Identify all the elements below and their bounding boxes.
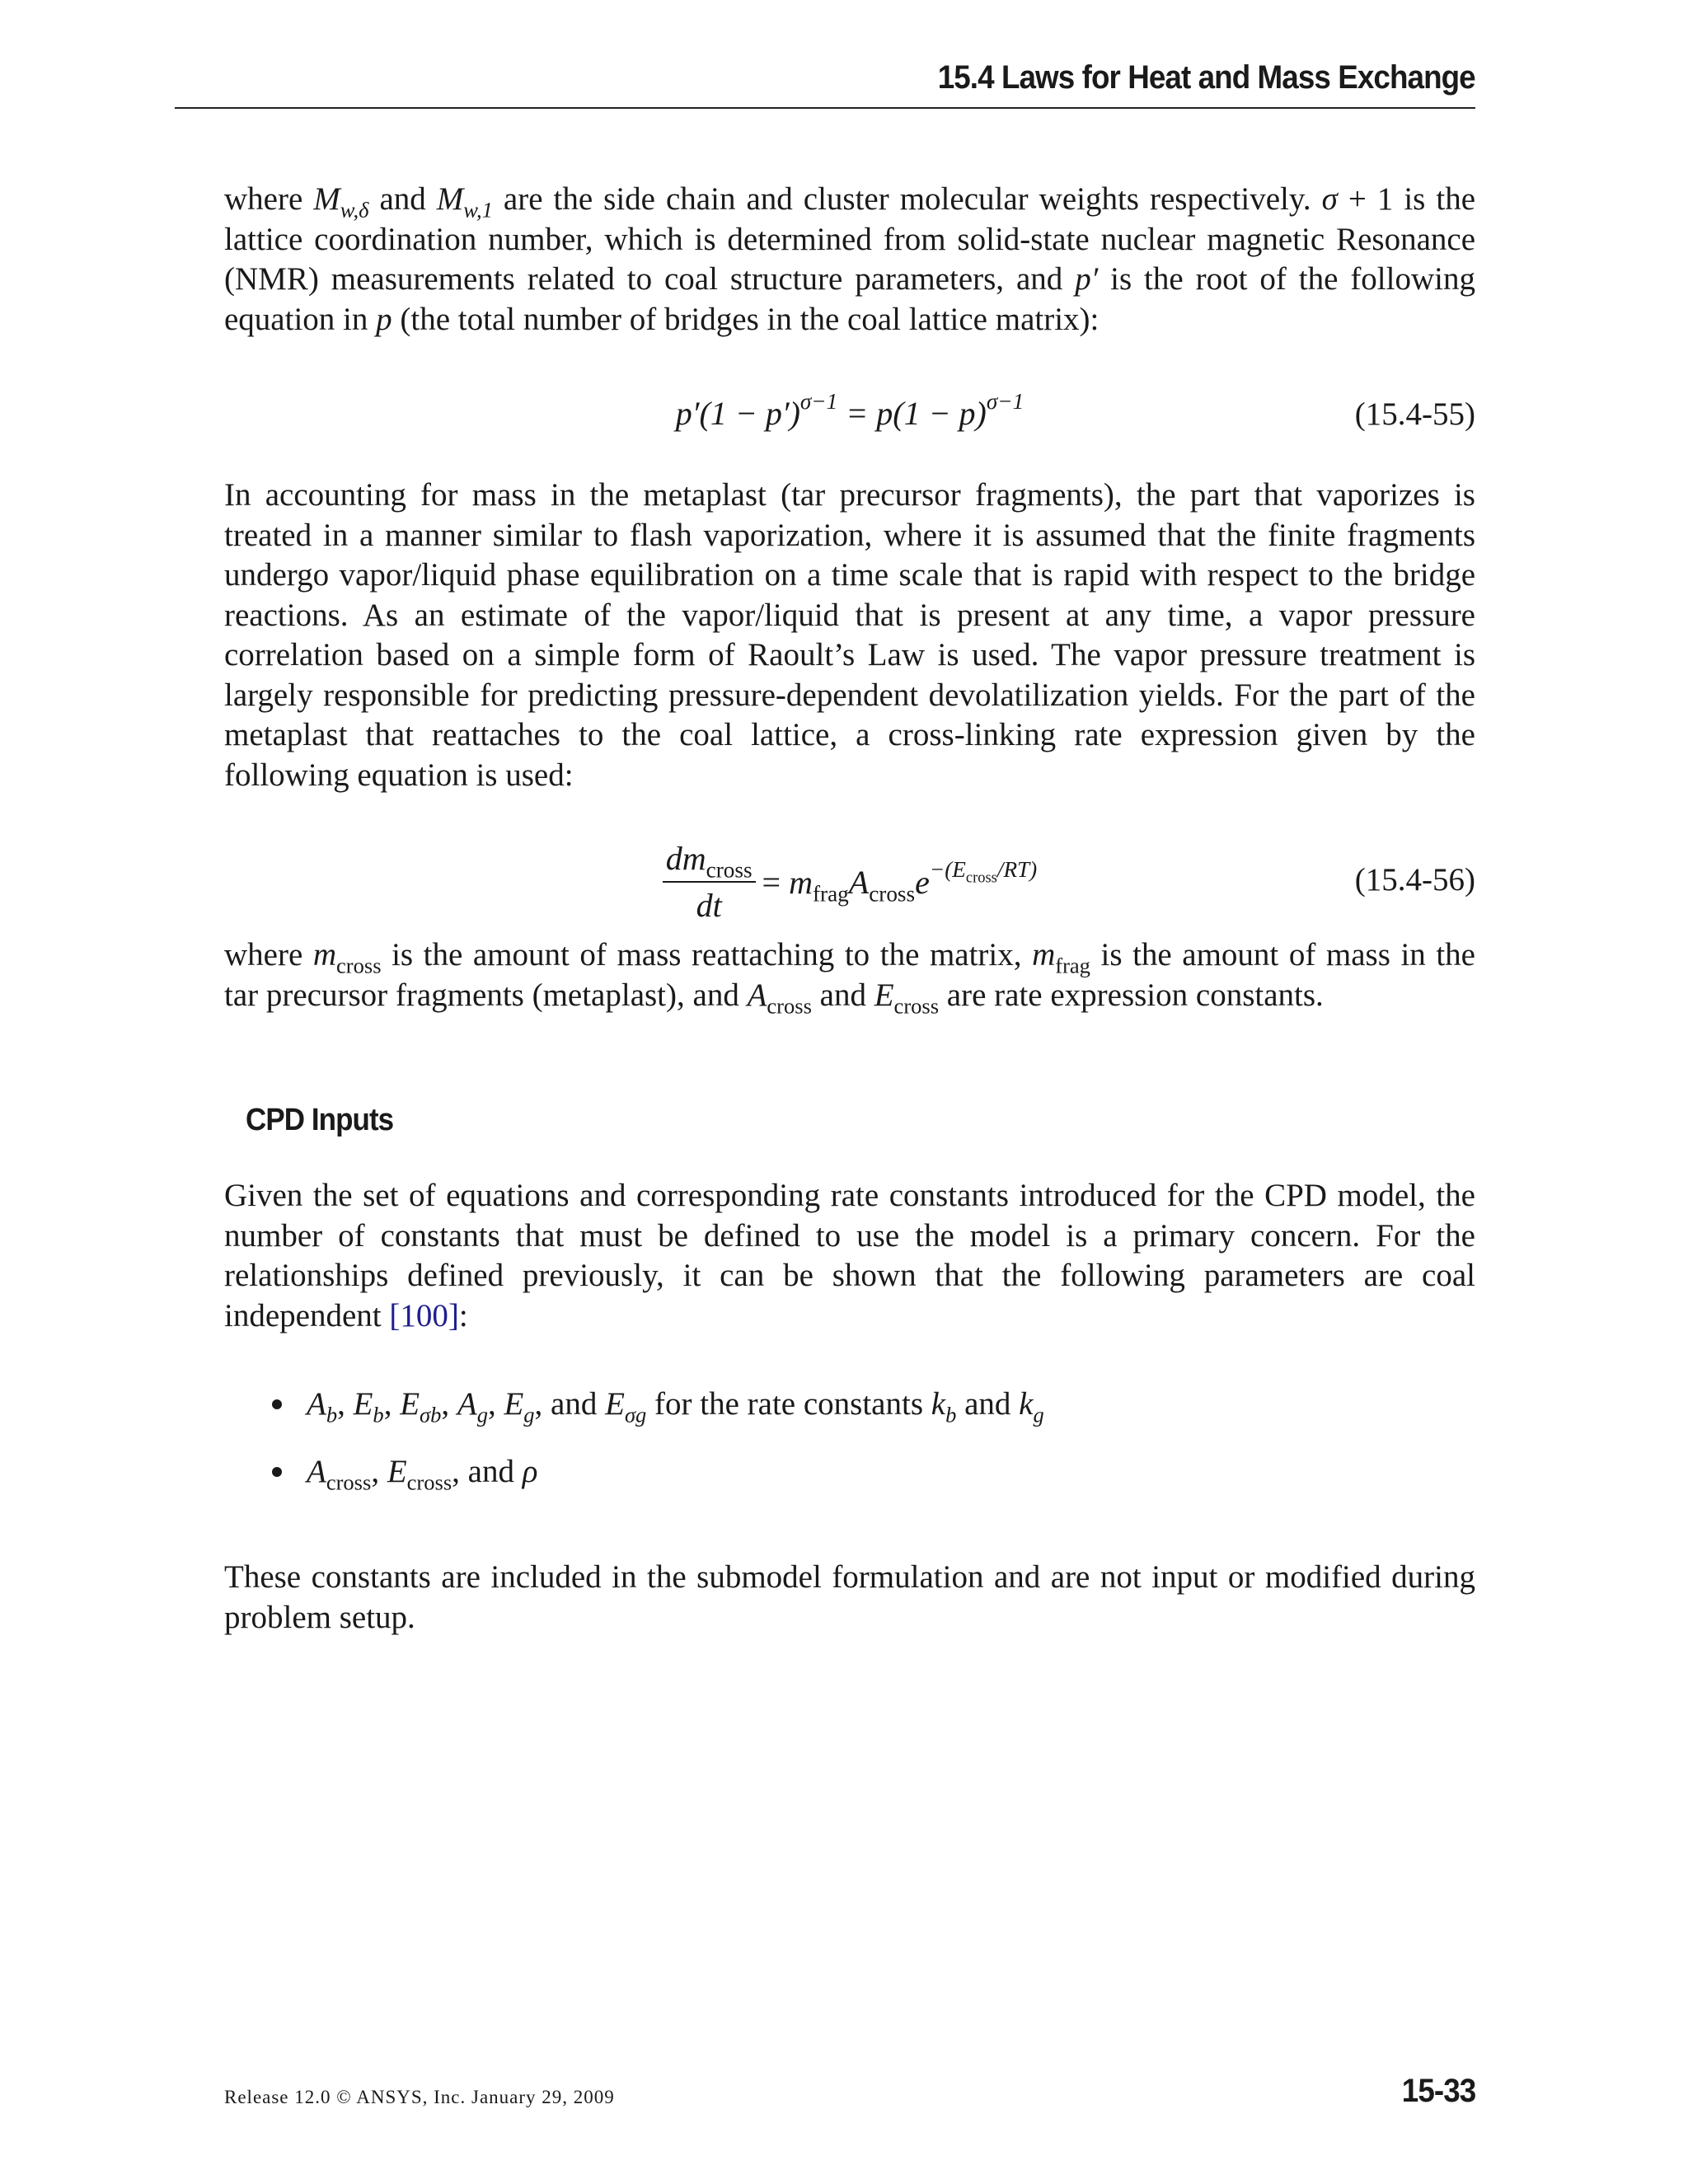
equation-body: $\frac{dm_{cross}}{dt}$ = $m_{frag}A_{cross}e^{-(E_{cross}/RT)}$	[224, 837, 1475, 927]
equation-15-4-56	[224, 837, 1475, 927]
fraction: $\frac{dm_{cross}}{dt}$	[663, 839, 756, 925]
list-item: $A_{cross}$, $E_{cross}$, and ρ	[224, 1452, 1475, 1520]
footer-release: Release 12.0 © ANSYS, Inc. January 29, 2009	[224, 2087, 615, 2107]
bullet-icon	[272, 1399, 282, 1409]
citation-link[interactable]: [100]	[389, 1297, 459, 1333]
header-rule	[175, 107, 1475, 109]
paragraph-constants-note: These constants are included in the submodel formulation and are not input or modified during problem setup.	[224, 1559, 1475, 1635]
coal-independent-parameters-list	[224, 1385, 1475, 1520]
running-header-title: 15.4 Laws for Heat and Mass Exchange	[937, 59, 1475, 96]
paragraph-metaplast: In accounting for mass in the metaplast (tar precursor fragments), the part that vaporizes is treated in a manner similar to flash vaporization, where it is assumed that the finite fragments undergo vapor/liquid phase equilibration on a time scale that is rapid with respect to the bridge reactions. As an estimate of the vapor/liquid that is present at any time, a vapor pressure correlation based on a simple form of Raoult’s Law is used. The vapor pressure treatment is largely responsible for predicting pressure-dependent devolatilization yields. For the part of the metaplast that reattaches to the coal lattice, a cross-linking rate expression given by the following equation is used:	[224, 477, 1475, 793]
bullet-icon	[272, 1467, 282, 1477]
paragraph-cpd-constants: Given the set of equations and corresponding rate constants introduced for the CPD model, the number of constants that must be defined to use the model is a primary concern. For the relationships defined previously, it can be shown that the following parameters are coal independent [100]:	[224, 1178, 1475, 1333]
equation-15-4-55	[224, 388, 1475, 443]
equation-body: $p'(1 - p')^{\sigma-1} = p(1 - p)^{\sigma-1}$	[675, 388, 1025, 432]
equation-number: (15.4-55)	[1354, 396, 1475, 432]
paragraph-lattice-definition: where $M_{w,\delta}$ and $M_{w,1}$ are the side chain and cluster molecular weights respectively. σ + 1 is the lattice coordination number, which is determined from solid-state nuclear magnetic Resonance (NMR) measurements related to coal structure parameters, and p′ is the root of the following equation in p (the total number of bridges in the coal lattice matrix):	[224, 181, 1476, 337]
page-number: 15-33	[1401, 2073, 1475, 2109]
list-item: $A_b$, $E_b$, $E_{\sigma b}$, $A_g$, $E_g$, and $E_{\sigma g}$ for the rate constants $k_b$ and $k_g$	[224, 1385, 1475, 1452]
equation-number: (15.4-56)	[1354, 862, 1475, 898]
paragraph-cross-definitions: where $m_{cross}$ is the amount of mass reattaching to the matrix, $m_{frag}$ is the amount of mass in the tar precursor fragments (metaplast), and $A_{cross}$ and $E_{cross}$ are rate expression constants.	[224, 937, 1475, 1018]
section-heading-cpd-inputs: CPD Inputs	[246, 1103, 394, 1137]
